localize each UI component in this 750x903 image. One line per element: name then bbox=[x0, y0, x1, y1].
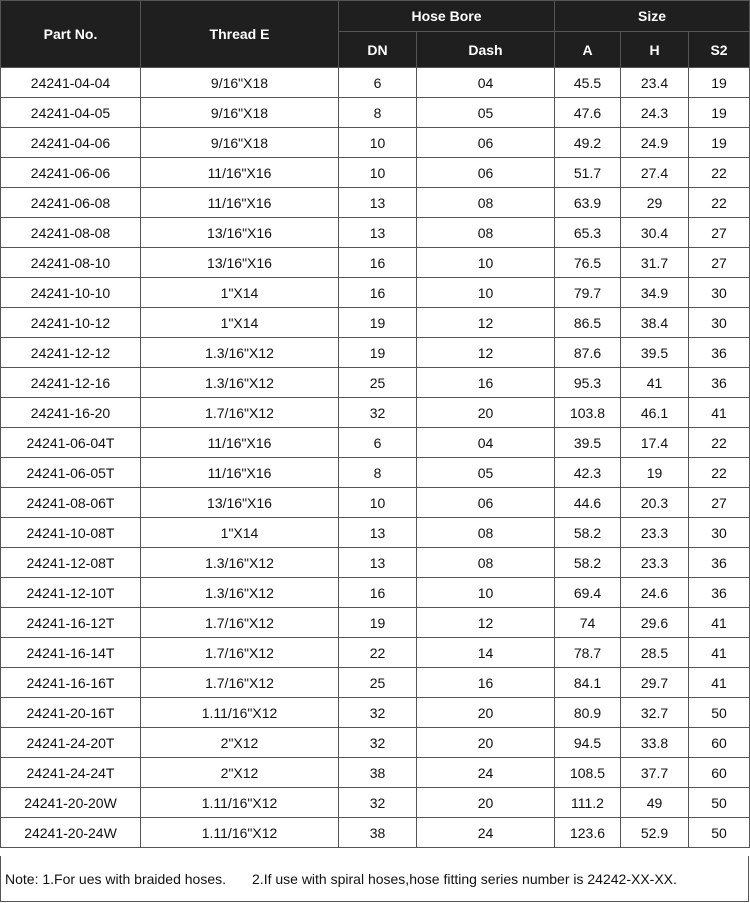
cell-thread: 1.7/16"X12 bbox=[141, 638, 339, 668]
cell-a: 78.7 bbox=[555, 638, 621, 668]
cell-s2: 22 bbox=[689, 458, 750, 488]
table-row bbox=[1, 308, 750, 338]
cell-thread: 1.11/16"X12 bbox=[141, 788, 339, 818]
cell-thread: 1.7/16"X12 bbox=[141, 668, 339, 698]
cell-a: 95.3 bbox=[555, 368, 621, 398]
cell-dash: 24 bbox=[417, 818, 555, 848]
cell-h: 33.8 bbox=[621, 728, 689, 758]
cell-s2: 30 bbox=[689, 518, 750, 548]
cell-s2: 22 bbox=[689, 428, 750, 458]
table-row bbox=[1, 638, 750, 668]
cell-thread: 1.3/16"X12 bbox=[141, 338, 339, 368]
cell-part-no: 24241-06-05T bbox=[1, 458, 141, 488]
cell-a: 44.6 bbox=[555, 488, 621, 518]
cell-dash: 12 bbox=[417, 338, 555, 368]
cell-thread: 1"X14 bbox=[141, 278, 339, 308]
cell-dash: 20 bbox=[417, 398, 555, 428]
cell-thread: 1.7/16"X12 bbox=[141, 398, 339, 428]
cell-s2: 41 bbox=[689, 608, 750, 638]
cell-s2: 36 bbox=[689, 368, 750, 398]
cell-h: 38.4 bbox=[621, 308, 689, 338]
table-row bbox=[1, 608, 750, 638]
table-row bbox=[1, 458, 750, 488]
cell-thread: 1.3/16"X12 bbox=[141, 368, 339, 398]
table-row bbox=[1, 158, 750, 188]
header-s2: S2 bbox=[689, 32, 750, 68]
table-row bbox=[1, 788, 750, 818]
cell-dn: 25 bbox=[339, 668, 417, 698]
cell-h: 52.9 bbox=[621, 818, 689, 848]
cell-thread: 13/16"X16 bbox=[141, 218, 339, 248]
cell-dash: 04 bbox=[417, 68, 555, 98]
cell-dash: 10 bbox=[417, 248, 555, 278]
cell-a: 108.5 bbox=[555, 758, 621, 788]
cell-dn: 13 bbox=[339, 548, 417, 578]
cell-part-no: 24241-06-04T bbox=[1, 428, 141, 458]
cell-part-no: 24241-06-06 bbox=[1, 158, 141, 188]
header-h: H bbox=[621, 32, 689, 68]
table-row bbox=[1, 428, 750, 458]
footnote-part-2: 2.If use with spiral hoses,hose fitting series number is 24242-XX-XX. bbox=[252, 871, 677, 887]
cell-s2: 36 bbox=[689, 578, 750, 608]
header-dn: DN bbox=[339, 32, 417, 68]
cell-h: 32.7 bbox=[621, 698, 689, 728]
cell-thread: 2"X12 bbox=[141, 728, 339, 758]
cell-h: 24.9 bbox=[621, 128, 689, 158]
cell-h: 39.5 bbox=[621, 338, 689, 368]
cell-part-no: 24241-10-12 bbox=[1, 308, 141, 338]
cell-dn: 22 bbox=[339, 638, 417, 668]
cell-dash: 08 bbox=[417, 188, 555, 218]
cell-dash: 12 bbox=[417, 308, 555, 338]
table-row bbox=[1, 698, 750, 728]
table-row bbox=[1, 578, 750, 608]
table-row bbox=[1, 758, 750, 788]
cell-part-no: 24241-20-16T bbox=[1, 698, 141, 728]
cell-s2: 22 bbox=[689, 158, 750, 188]
cell-s2: 60 bbox=[689, 758, 750, 788]
cell-a: 39.5 bbox=[555, 428, 621, 458]
cell-part-no: 24241-08-08 bbox=[1, 218, 141, 248]
cell-h: 29 bbox=[621, 188, 689, 218]
cell-a: 103.8 bbox=[555, 398, 621, 428]
cell-dash: 04 bbox=[417, 428, 555, 458]
table-row bbox=[1, 728, 750, 758]
cell-dn: 32 bbox=[339, 728, 417, 758]
cell-a: 69.4 bbox=[555, 578, 621, 608]
table-row bbox=[1, 248, 750, 278]
cell-s2: 30 bbox=[689, 278, 750, 308]
cell-s2: 30 bbox=[689, 308, 750, 338]
cell-h: 27.4 bbox=[621, 158, 689, 188]
cell-h: 24.6 bbox=[621, 578, 689, 608]
table-row bbox=[1, 518, 750, 548]
cell-dn: 16 bbox=[339, 578, 417, 608]
cell-thread: 13/16"X16 bbox=[141, 488, 339, 518]
cell-dn: 8 bbox=[339, 458, 417, 488]
cell-dn: 13 bbox=[339, 188, 417, 218]
cell-h: 24.3 bbox=[621, 98, 689, 128]
cell-thread: 2"X12 bbox=[141, 758, 339, 788]
cell-part-no: 24241-12-08T bbox=[1, 548, 141, 578]
cell-dn: 6 bbox=[339, 68, 417, 98]
cell-part-no: 24241-20-20W bbox=[1, 788, 141, 818]
cell-thread: 1.3/16"X12 bbox=[141, 578, 339, 608]
cell-a: 49.2 bbox=[555, 128, 621, 158]
cell-h: 28.5 bbox=[621, 638, 689, 668]
table-row bbox=[1, 818, 750, 848]
cell-dn: 25 bbox=[339, 368, 417, 398]
cell-h: 23.3 bbox=[621, 518, 689, 548]
cell-a: 42.3 bbox=[555, 458, 621, 488]
cell-thread: 1.11/16"X12 bbox=[141, 818, 339, 848]
table-row bbox=[1, 218, 750, 248]
cell-thread: 9/16"X18 bbox=[141, 128, 339, 158]
cell-s2: 60 bbox=[689, 728, 750, 758]
cell-a: 65.3 bbox=[555, 218, 621, 248]
cell-part-no: 24241-16-12T bbox=[1, 608, 141, 638]
cell-h: 41 bbox=[621, 368, 689, 398]
cell-dash: 10 bbox=[417, 578, 555, 608]
cell-dn: 19 bbox=[339, 308, 417, 338]
cell-h: 46.1 bbox=[621, 398, 689, 428]
cell-s2: 36 bbox=[689, 338, 750, 368]
cell-s2: 36 bbox=[689, 548, 750, 578]
cell-dash: 08 bbox=[417, 518, 555, 548]
cell-h: 19 bbox=[621, 458, 689, 488]
cell-part-no: 24241-10-10 bbox=[1, 278, 141, 308]
cell-part-no: 24241-10-08T bbox=[1, 518, 141, 548]
table-row bbox=[1, 98, 750, 128]
cell-dash: 12 bbox=[417, 608, 555, 638]
cell-thread: 11/16"X16 bbox=[141, 158, 339, 188]
cell-dash: 05 bbox=[417, 458, 555, 488]
table-row bbox=[1, 338, 750, 368]
cell-part-no: 24241-06-08 bbox=[1, 188, 141, 218]
table-row bbox=[1, 68, 750, 98]
cell-thread: 9/16"X18 bbox=[141, 98, 339, 128]
cell-dn: 38 bbox=[339, 818, 417, 848]
cell-a: 47.6 bbox=[555, 98, 621, 128]
cell-dn: 32 bbox=[339, 398, 417, 428]
table-row bbox=[1, 488, 750, 518]
cell-h: 31.7 bbox=[621, 248, 689, 278]
cell-a: 76.5 bbox=[555, 248, 621, 278]
cell-dn: 10 bbox=[339, 158, 417, 188]
cell-dn: 16 bbox=[339, 278, 417, 308]
cell-part-no: 24241-04-04 bbox=[1, 68, 141, 98]
cell-a: 58.2 bbox=[555, 548, 621, 578]
cell-a: 80.9 bbox=[555, 698, 621, 728]
cell-a: 94.5 bbox=[555, 728, 621, 758]
cell-part-no: 24241-16-20 bbox=[1, 398, 141, 428]
cell-thread: 1"X14 bbox=[141, 518, 339, 548]
cell-part-no: 24241-24-20T bbox=[1, 728, 141, 758]
header-hose-bore: Hose Bore bbox=[339, 1, 555, 32]
cell-s2: 27 bbox=[689, 218, 750, 248]
table-row bbox=[1, 368, 750, 398]
cell-dn: 19 bbox=[339, 608, 417, 638]
cell-s2: 19 bbox=[689, 128, 750, 158]
cell-part-no: 24241-04-06 bbox=[1, 128, 141, 158]
cell-a: 58.2 bbox=[555, 518, 621, 548]
table-header bbox=[1, 1, 750, 68]
cell-dash: 24 bbox=[417, 758, 555, 788]
cell-a: 45.5 bbox=[555, 68, 621, 98]
header-a: A bbox=[555, 32, 621, 68]
cell-dash: 08 bbox=[417, 548, 555, 578]
cell-dash: 05 bbox=[417, 98, 555, 128]
cell-dash: 06 bbox=[417, 488, 555, 518]
cell-part-no: 24241-16-16T bbox=[1, 668, 141, 698]
cell-thread: 1.7/16"X12 bbox=[141, 608, 339, 638]
cell-a: 86.5 bbox=[555, 308, 621, 338]
footnote-part-1: Note: 1.For ues with braided hoses. bbox=[5, 871, 227, 887]
cell-thread: 1.11/16"X12 bbox=[141, 698, 339, 728]
cell-dash: 06 bbox=[417, 128, 555, 158]
cell-h: 29.7 bbox=[621, 668, 689, 698]
table-row bbox=[1, 278, 750, 308]
header-size: Size bbox=[555, 1, 750, 32]
header-part-no: Part No. bbox=[1, 1, 141, 68]
cell-dash: 10 bbox=[417, 278, 555, 308]
cell-h: 49 bbox=[621, 788, 689, 818]
cell-thread: 13/16"X16 bbox=[141, 248, 339, 278]
header-dash: Dash bbox=[417, 32, 555, 68]
cell-s2: 22 bbox=[689, 188, 750, 218]
cell-h: 20.3 bbox=[621, 488, 689, 518]
cell-h: 37.7 bbox=[621, 758, 689, 788]
cell-dash: 16 bbox=[417, 368, 555, 398]
cell-s2: 19 bbox=[689, 68, 750, 98]
cell-dn: 10 bbox=[339, 128, 417, 158]
cell-h: 30.4 bbox=[621, 218, 689, 248]
cell-dash: 20 bbox=[417, 698, 555, 728]
cell-dash: 16 bbox=[417, 668, 555, 698]
cell-a: 63.9 bbox=[555, 188, 621, 218]
cell-dash: 20 bbox=[417, 788, 555, 818]
cell-dn: 13 bbox=[339, 518, 417, 548]
cell-h: 34.9 bbox=[621, 278, 689, 308]
cell-part-no: 24241-08-06T bbox=[1, 488, 141, 518]
cell-h: 23.4 bbox=[621, 68, 689, 98]
cell-a: 84.1 bbox=[555, 668, 621, 698]
cell-s2: 50 bbox=[689, 788, 750, 818]
cell-dn: 10 bbox=[339, 488, 417, 518]
cell-dash: 14 bbox=[417, 638, 555, 668]
cell-part-no: 24241-24-24T bbox=[1, 758, 141, 788]
cell-s2: 50 bbox=[689, 698, 750, 728]
cell-s2: 41 bbox=[689, 398, 750, 428]
cell-part-no: 24241-12-16 bbox=[1, 368, 141, 398]
header-thread: Thread E bbox=[141, 1, 339, 68]
cell-dn: 13 bbox=[339, 218, 417, 248]
cell-s2: 41 bbox=[689, 668, 750, 698]
cell-dn: 8 bbox=[339, 98, 417, 128]
cell-dn: 32 bbox=[339, 698, 417, 728]
cell-thread: 11/16"X16 bbox=[141, 188, 339, 218]
cell-part-no: 24241-08-10 bbox=[1, 248, 141, 278]
cell-part-no: 24241-12-12 bbox=[1, 338, 141, 368]
cell-h: 29.6 bbox=[621, 608, 689, 638]
cell-dash: 20 bbox=[417, 728, 555, 758]
cell-s2: 41 bbox=[689, 638, 750, 668]
cell-h: 17.4 bbox=[621, 428, 689, 458]
cell-thread: 1.3/16"X12 bbox=[141, 548, 339, 578]
cell-s2: 27 bbox=[689, 488, 750, 518]
footnote bbox=[0, 856, 749, 902]
cell-thread: 1"X14 bbox=[141, 308, 339, 338]
cell-dn: 16 bbox=[339, 248, 417, 278]
table-row bbox=[1, 128, 750, 158]
table-row bbox=[1, 548, 750, 578]
cell-s2: 27 bbox=[689, 248, 750, 278]
cell-a: 74 bbox=[555, 608, 621, 638]
table-row bbox=[1, 668, 750, 698]
table-row bbox=[1, 188, 750, 218]
cell-part-no: 24241-16-14T bbox=[1, 638, 141, 668]
cell-s2: 50 bbox=[689, 818, 750, 848]
cell-thread: 9/16"X18 bbox=[141, 68, 339, 98]
cell-a: 87.6 bbox=[555, 338, 621, 368]
cell-dn: 6 bbox=[339, 428, 417, 458]
cell-dash: 08 bbox=[417, 218, 555, 248]
cell-part-no: 24241-20-24W bbox=[1, 818, 141, 848]
cell-a: 123.6 bbox=[555, 818, 621, 848]
table-body bbox=[1, 68, 750, 848]
cell-dn: 19 bbox=[339, 338, 417, 368]
cell-thread: 11/16"X16 bbox=[141, 428, 339, 458]
cell-h: 23.3 bbox=[621, 548, 689, 578]
cell-s2: 19 bbox=[689, 98, 750, 128]
cell-dash: 06 bbox=[417, 158, 555, 188]
cell-dn: 32 bbox=[339, 788, 417, 818]
cell-thread: 11/16"X16 bbox=[141, 458, 339, 488]
table-row bbox=[1, 398, 750, 428]
cell-a: 79.7 bbox=[555, 278, 621, 308]
cell-a: 111.2 bbox=[555, 788, 621, 818]
cell-a: 51.7 bbox=[555, 158, 621, 188]
cell-part-no: 24241-12-10T bbox=[1, 578, 141, 608]
cell-part-no: 24241-04-05 bbox=[1, 98, 141, 128]
cell-dn: 38 bbox=[339, 758, 417, 788]
